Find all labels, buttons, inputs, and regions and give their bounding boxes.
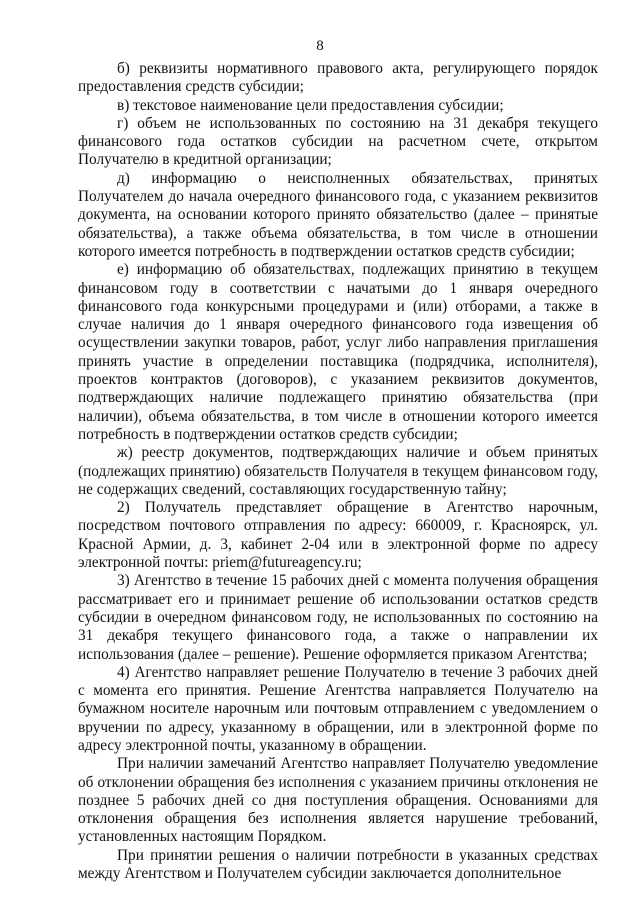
paragraph-purpose: в) текстовое наименование цели предоставления субсидии;	[117, 96, 504, 114]
document-body	[78, 60, 598, 883]
page-number: 8	[316, 38, 324, 54]
paragraph-requisites: б) реквизиты нормативного правового акта, регулирующего порядок предоставления средств субсидии;	[78, 60, 598, 96]
paragraph-notification: 4) Агентство направляет решение Получателю в течение 3 рабочих дней с момента его принятия. Решение Агентства направляется Получателю на бумажном носителе нарочным или почтовым отправлением с уведомлением о вручении по адресу, указанному в обращении, или в электронной форме по адресу электронной почты, указанному в обращении.	[78, 663, 598, 754]
paragraph-pending-obligations: е) информацию об обязательствах, подлежащих принятию в текущем финансовом году в соответствии с начатыми до 1 января очередного финансового года конкурсными процедурами и (или) отборами, а также в случае наличия до 1 января очередного финансового года извещения об осуществлении закупки товаров, работ, услуг либо направления приглашения принять участие в определении поставщика (подрядчика, исполнителя), проектов контрактов (договоров), с указанием реквизитов документов, подтверждающих наличие подлежащего принятию обязательства (при наличии), объема обязательства, в том числе в отношении которого имеется потребность в подтверждении остатков средств субсидии;	[78, 261, 598, 443]
paragraph-review: 3) Агентство в течение 15 рабочих дней с момента получения обращения рассматривает его и принимает решение об использовании остатков средств субсидии в очередном финансовом году, не использованных по состоянию на 31 декабря текущего финансового года, а также о направлении их использования (далее – решение). Решение оформляется приказом Агентства;	[78, 572, 598, 663]
paragraph-document-register: ж) реестр документов, подтверждающих наличие и объем принятых (подлежащих принятию) обязательств Получателя в текущем финансовом году, не содержащих сведений, составляющих государственную тайну;	[78, 444, 598, 498]
paragraph-unused-balance: г) объем не использованных по состоянию на 31 декабря текущего финансового года остатков субсидии на расчетном счете, открытом Получателю в кредитной организации;	[78, 114, 598, 169]
paragraph-rejection: При наличии замечаний Агентство направляет Получателю уведомление об отклонении обращения без исполнения с указанием причины отклонения не позднее 5 рабочих дней со дня поступления обращения. Основаниями для отклонения обращения без исполнения является нарушение требований, установленных настоящим Порядком.	[78, 755, 598, 846]
paragraph-agreement: При принятии решения о наличии потребности в указанных средствах между Агентством и Получателем субсидии заключается дополнительное	[78, 846, 598, 883]
paragraph-submission: 2) Получатель представляет обращение в Агентство нарочным, посредством почтового отправления по адресу: 660009, г. Красноярск, ул. Красной Армии, д. 3, кабинет 2-04 или в электронной форме по адресу электронной почты: priem@futureagency.ru;	[78, 499, 598, 572]
paragraph-unfulfilled-obligations: д) информацию о неисполненных обязательствах, принятых Получателем до начала очередного финансового года, с указанием реквизитов документа, на основании которого принято обязательство (далее – принятые обязательства), а также объема обязательства, в том числе в отношении которого имеется потребность в подтверждении остатков средств субсидии;	[78, 169, 598, 260]
